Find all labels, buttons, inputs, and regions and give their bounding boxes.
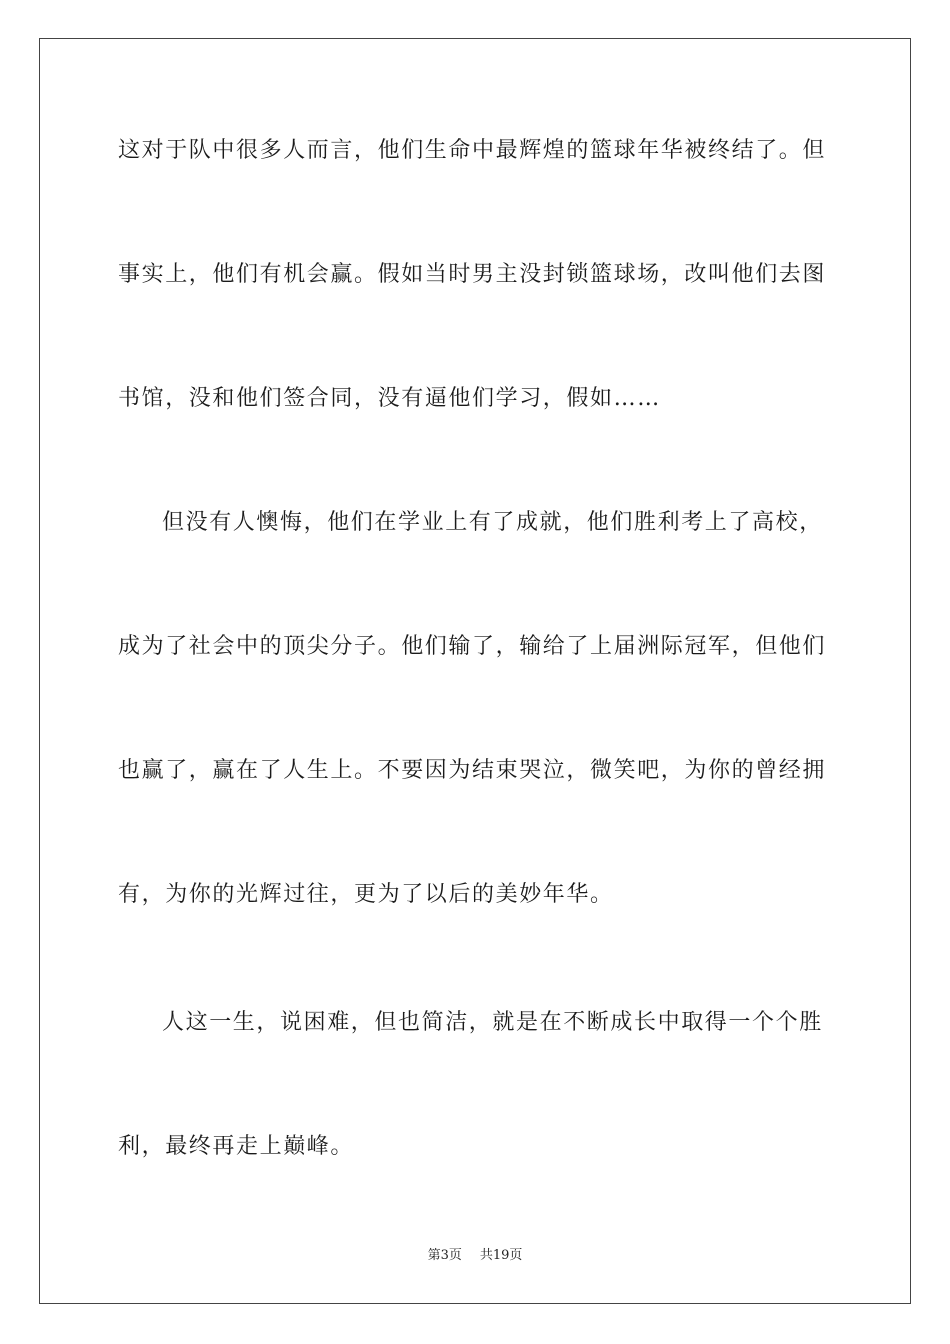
body-text-line: 这对于队中很多人而言，他们生命中最辉煌的篮球年华被终结了。但 xyxy=(118,138,827,163)
paragraph-first-line: 但没有人懊悔，他们在学业上有了成就，他们胜利考上了高校， xyxy=(162,510,823,535)
page-number: 第3页 xyxy=(427,1248,462,1263)
body-text-line: 利，最终再走上巅峰。 xyxy=(118,1134,355,1159)
body-text-line: 成为了社会中的顶尖分子。他们输了，输给了上届洲际冠军，但他们 xyxy=(118,634,827,659)
body-text-line: 有，为你的光辉过往，更为了以后的美妙年华。 xyxy=(118,882,614,907)
page-total: 共19页 xyxy=(479,1248,523,1263)
page-border xyxy=(39,38,911,1304)
body-text-line: 事实上，他们有机会赢。假如当时男主没封锁篮球场，改叫他们去图 xyxy=(118,262,827,287)
body-text-line: 书馆，没和他们签合同，没有逼他们学习，假如…… xyxy=(118,386,661,411)
body-text-line: 也赢了，赢在了人生上。不要因为结束哭泣，微笑吧，为你的曾经拥 xyxy=(118,758,827,783)
page-footer xyxy=(0,1247,950,1265)
paragraph-first-line: 人这一生，说困难，但也简洁，就是在不断成长中取得一个个胜 xyxy=(162,1010,823,1035)
